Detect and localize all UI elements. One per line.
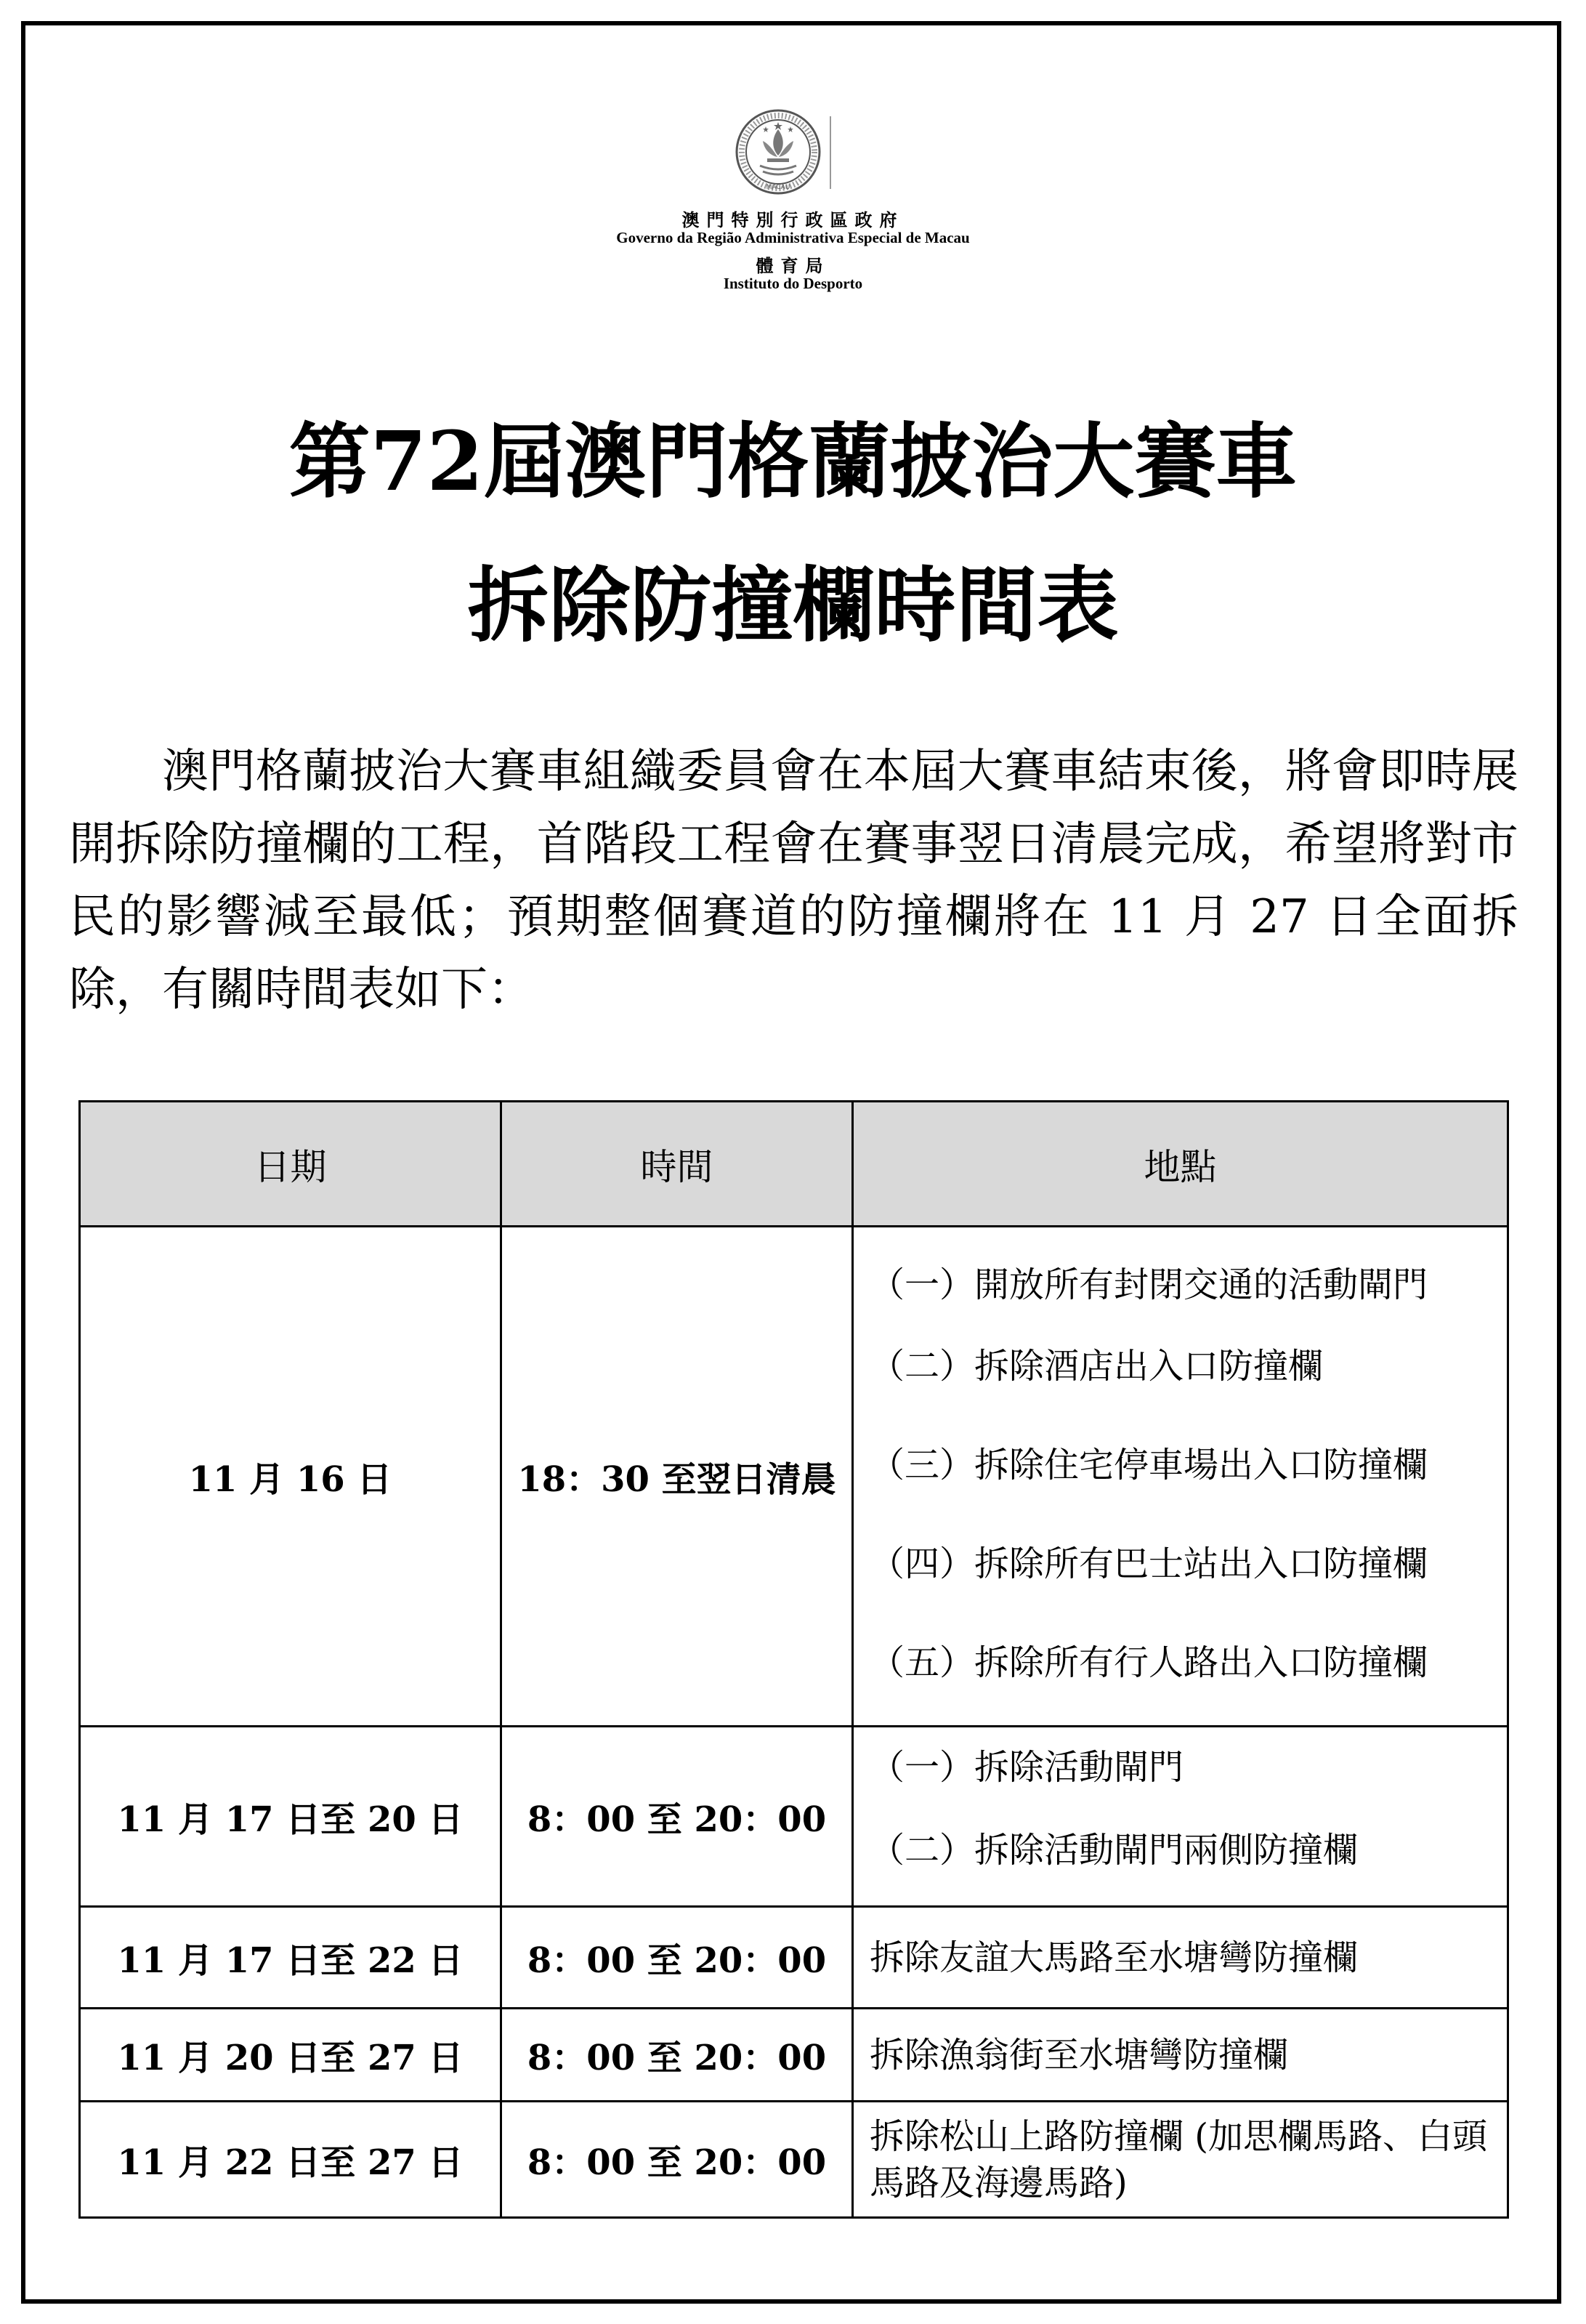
row-location: 拆除友誼大馬路至水塘彎防撞欄	[853, 1907, 1508, 2009]
page-subtitle: 拆除防撞欄時間表	[467, 558, 1119, 653]
row-locations	[853, 1727, 1508, 1907]
table-row	[80, 2102, 1508, 2218]
table-row	[80, 1727, 1508, 1907]
government-name-pt: Governo da Região Administrativa Especial de Macau	[616, 229, 970, 246]
location-item: （一）拆除活動閘門	[870, 1746, 1184, 1788]
location-item: （一）開放所有封閉交通的活動閘門	[870, 1264, 1428, 1305]
column-header-date: 日期	[80, 1102, 501, 1227]
row-date: 11 月 16 日	[80, 1227, 501, 1727]
page-title: 第72屆澳門格蘭披治大賽車	[288, 414, 1298, 509]
schedule-table	[78, 1100, 1509, 2219]
row-date: 11 月 20 日至 27 日	[80, 2009, 501, 2102]
table-row	[80, 2009, 1508, 2102]
row-time: 8：00 至 20：00	[501, 1727, 853, 1907]
table-row	[80, 1907, 1508, 2009]
row-location: 拆除漁翁街至水塘彎防撞欄	[853, 2009, 1508, 2102]
row-time: 8：00 至 20：00	[501, 1907, 853, 2009]
location-item: （二）拆除活動閘門兩側防撞欄	[870, 1829, 1359, 1871]
row-time: 18：30 至翌日清晨	[501, 1227, 853, 1727]
table-header-row	[80, 1102, 1508, 1227]
emblem-divider	[830, 116, 831, 189]
column-header-location: 地點	[853, 1102, 1508, 1227]
svg-text:MACAU: MACAU	[766, 184, 790, 191]
row-date: 11 月 17 日至 22 日	[80, 1907, 501, 2009]
row-location: 拆除松山上路防撞欄 (加思欄馬路、白頭馬路及海邊馬路)	[853, 2102, 1508, 2218]
row-date: 11 月 17 日至 20 日	[80, 1727, 501, 1907]
row-time: 8：00 至 20：00	[501, 2102, 853, 2218]
location-item: （四）拆除所有巴士站出入口防撞欄	[870, 1543, 1428, 1584]
department-name-zh: 體育局	[756, 255, 830, 276]
row-time: 8：00 至 20：00	[501, 2009, 853, 2102]
location-item: （五）拆除所有行人路出入口防撞欄	[870, 1642, 1428, 1683]
department-name-pt: Instituto do Desporto	[723, 275, 863, 292]
intro-paragraph: 澳門格蘭披治大賽車組織委員會在本屆大賽車結束後，將會即時展開拆除防撞欄的工程，首階段工程會在賽事翌日清晨完成，希望將對市民的影響減至最低；預期整個賽道的防撞欄將在 11 月 27 日全面拆除，有關時間表如下：	[69, 745, 1518, 1017]
macau-emblem-icon	[734, 108, 822, 196]
government-name-zh: 澳門特別行政區政府	[681, 209, 905, 230]
location-item: （二）拆除酒店出入口防撞欄	[870, 1345, 1324, 1387]
row-date: 11 月 22 日至 27 日	[80, 2102, 501, 2218]
row-locations	[853, 1227, 1508, 1727]
location-item: （三）拆除住宅停車場出入口防撞欄	[870, 1444, 1428, 1485]
column-header-time: 時間	[501, 1102, 853, 1227]
table-row	[80, 1227, 1508, 1727]
